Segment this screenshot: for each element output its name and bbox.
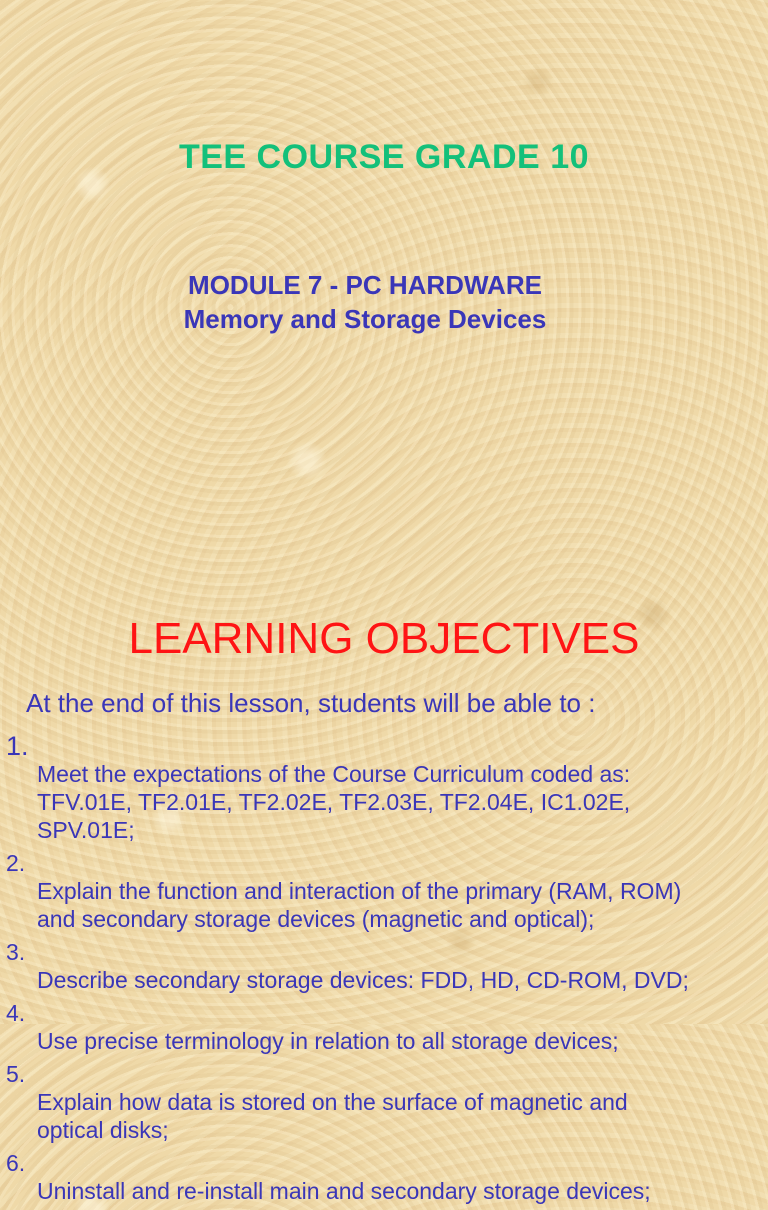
objective-number: 6.: [6, 1150, 26, 1176]
objective-number: 2.: [6, 850, 26, 876]
module-header: [0, 268, 730, 336]
objectives-list: [6, 732, 768, 1210]
objective-text: Explain how data is stored on the surface of magnetic and optical disks;: [37, 1089, 628, 1143]
course-title-text: TEE COURSE GRADE: [178, 138, 541, 176]
course-grade-number: 10: [550, 138, 590, 176]
objective-text: Explain the function and interaction of the primary (RAM, ROM) and secondary storage devices (magnetic and optical);: [37, 878, 682, 932]
objective-number: 5.: [6, 1061, 26, 1087]
objective-text: Describe secondary storage devices: FDD, HD, CD-ROM, DVD;: [37, 967, 689, 993]
module-subtitle: Memory and Storage Devices: [183, 304, 547, 334]
course-title: [0, 138, 768, 177]
objective-number: 3.: [6, 939, 26, 965]
objective-text: Meet the expectations of the Course Curriculum coded as: TFV.01E, TF2.01E, TF2.02E, TF2.03E, TF2.04E, IC1.02E, SPV.01E;: [37, 761, 631, 843]
objectives-heading: LEARNING OBJECTIVES: [128, 614, 640, 663]
objectives-intro: At the end of this lesson, students will be able to :: [26, 688, 596, 718]
objective-item: [6, 999, 768, 1055]
objective-item: [6, 732, 768, 844]
module-title: MODULE 7 - PC HARDWARE: [188, 270, 542, 300]
objective-item: [6, 938, 768, 994]
objective-item: [6, 849, 768, 933]
objective-item: [6, 1060, 768, 1144]
objective-number: 4.: [6, 1000, 26, 1026]
objective-number: 1.: [6, 731, 29, 761]
objective-text: Uninstall and re-install main and secondary storage devices;: [37, 1178, 651, 1204]
objective-item: [6, 1149, 768, 1205]
objective-text: Use precise terminology in relation to all storage devices;: [37, 1028, 619, 1054]
